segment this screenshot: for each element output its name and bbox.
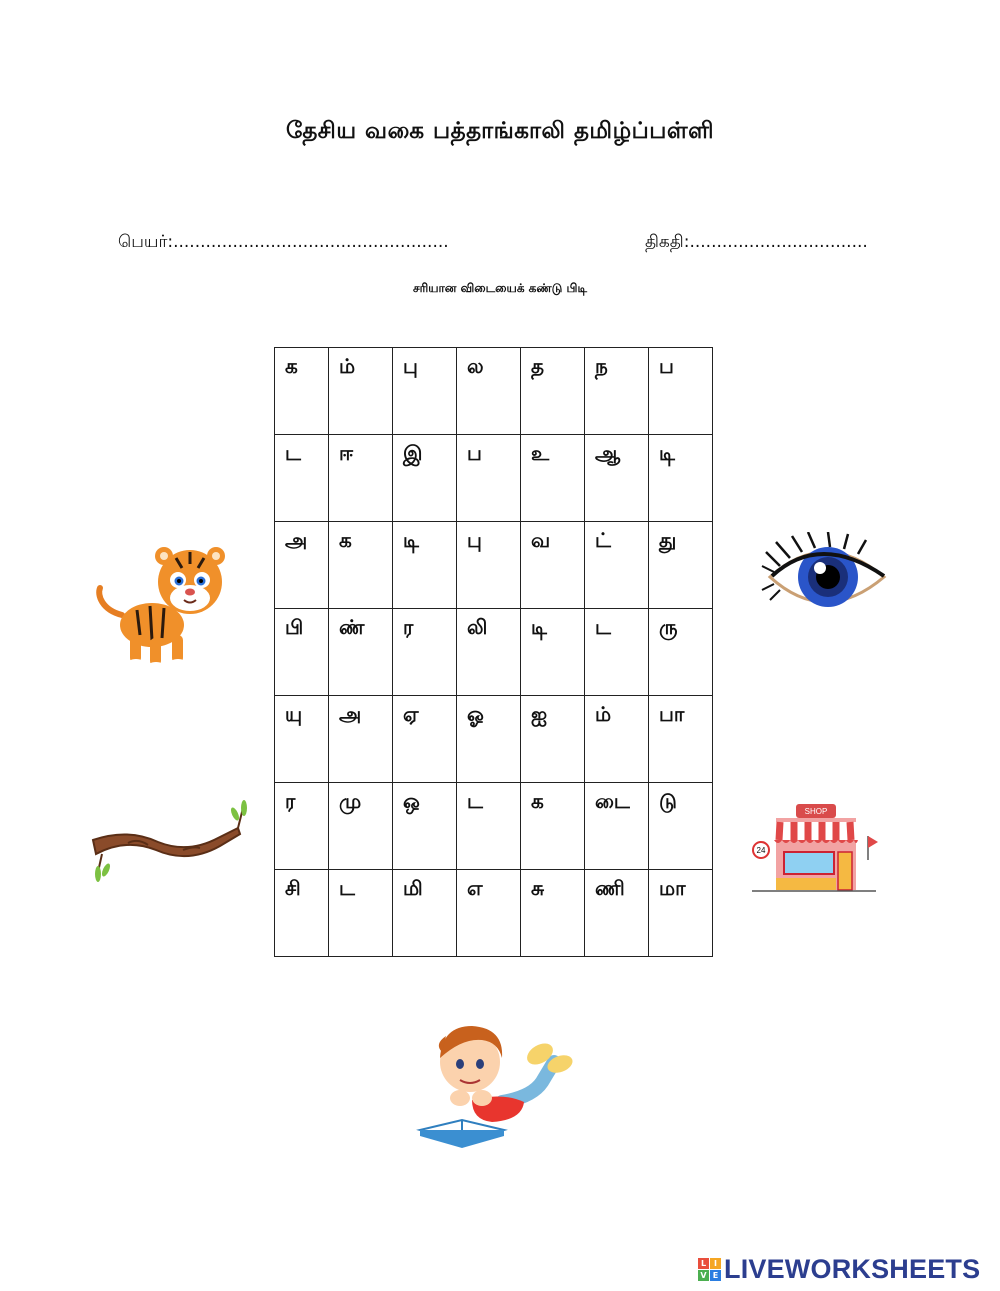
instruction-text: சரியான விடையைக் கண்டு பிடி bbox=[412, 281, 588, 295]
grid-cell[interactable]: ட bbox=[329, 870, 393, 957]
page-title: தேசிய வகை பத்தாங்காலி தமிழ்ப்பள்ளி bbox=[286, 118, 714, 144]
name-field bbox=[118, 232, 449, 254]
grid-row bbox=[275, 522, 713, 609]
grid-cell[interactable]: ணி bbox=[585, 870, 649, 957]
grid-cell[interactable]: ஏ bbox=[393, 696, 457, 783]
grid-cell[interactable]: ஈ bbox=[329, 435, 393, 522]
grid-cell[interactable]: எ bbox=[457, 870, 521, 957]
grid-row bbox=[275, 783, 713, 870]
grid-cell[interactable]: சு bbox=[521, 870, 585, 957]
date-label: திகதி: bbox=[645, 232, 690, 252]
grid-cell[interactable]: யு bbox=[275, 696, 329, 783]
grid-cell[interactable]: பு bbox=[457, 522, 521, 609]
grid-cell[interactable]: து bbox=[649, 522, 713, 609]
liveworksheets-brand[interactable] bbox=[698, 1254, 980, 1285]
grid-cell[interactable]: ஆ bbox=[585, 435, 649, 522]
logo-letter: E bbox=[710, 1270, 721, 1281]
date-field bbox=[645, 232, 868, 254]
grid-cell[interactable]: ர bbox=[393, 609, 457, 696]
grid-cell[interactable]: பா bbox=[649, 696, 713, 783]
grid-cell[interactable]: அ bbox=[329, 696, 393, 783]
grid-cell[interactable]: ட் bbox=[585, 522, 649, 609]
grid-cell[interactable]: டு bbox=[649, 783, 713, 870]
grid-cell[interactable]: ட bbox=[275, 435, 329, 522]
grid-cell[interactable]: ஒ bbox=[393, 783, 457, 870]
grid-row bbox=[275, 696, 713, 783]
grid-cell[interactable]: அ bbox=[275, 522, 329, 609]
grid-cell[interactable]: மி bbox=[393, 870, 457, 957]
logo-letter: V bbox=[698, 1270, 709, 1281]
grid-cell[interactable]: சி bbox=[275, 870, 329, 957]
grid-cell[interactable]: ட bbox=[457, 783, 521, 870]
grid-cell[interactable]: வ bbox=[521, 522, 585, 609]
grid-cell[interactable]: டை bbox=[585, 783, 649, 870]
shop-sign-text: SHOP bbox=[804, 807, 828, 816]
date-line[interactable]: ................................. bbox=[689, 232, 868, 252]
shop-picture bbox=[750, 798, 880, 896]
grid-cell[interactable]: ஐ bbox=[521, 696, 585, 783]
grid-cell[interactable]: ரு bbox=[649, 609, 713, 696]
grid-cell[interactable]: ந bbox=[585, 348, 649, 435]
grid-cell[interactable]: டி bbox=[393, 522, 457, 609]
grid-cell[interactable]: க bbox=[521, 783, 585, 870]
grid-cell[interactable]: ஓ bbox=[457, 696, 521, 783]
word-search-grid bbox=[274, 347, 713, 957]
grid-cell[interactable]: ண் bbox=[329, 609, 393, 696]
name-line[interactable]: ................................................... bbox=[173, 232, 449, 252]
tiger-picture bbox=[92, 540, 232, 675]
grid-cell[interactable]: ட bbox=[585, 609, 649, 696]
grid-cell[interactable]: க bbox=[275, 348, 329, 435]
boy-reading-picture bbox=[412, 1002, 577, 1152]
grid-row bbox=[275, 870, 713, 957]
grid-cell[interactable]: இ bbox=[393, 435, 457, 522]
grid-row bbox=[275, 435, 713, 522]
grid-cell[interactable]: டி bbox=[649, 435, 713, 522]
grid-cell[interactable]: டி bbox=[521, 609, 585, 696]
grid-cell[interactable]: பி bbox=[275, 609, 329, 696]
liveworksheets-logo-icon bbox=[698, 1258, 721, 1281]
eye-picture bbox=[760, 532, 890, 617]
grid-cell[interactable]: ர bbox=[275, 783, 329, 870]
branch-picture bbox=[88, 798, 253, 883]
shop-number-text: 24 bbox=[756, 846, 766, 855]
grid-row bbox=[275, 348, 713, 435]
grid-cell[interactable]: மா bbox=[649, 870, 713, 957]
brand-name: LIVEWORKSHEETS bbox=[724, 1254, 981, 1284]
grid-cell[interactable]: த bbox=[521, 348, 585, 435]
grid-cell[interactable]: ம் bbox=[585, 696, 649, 783]
grid-cell[interactable]: லி bbox=[457, 609, 521, 696]
grid-cell[interactable]: பு bbox=[393, 348, 457, 435]
grid-cell[interactable]: உ bbox=[521, 435, 585, 522]
logo-letter: I bbox=[710, 1258, 721, 1269]
grid-cell[interactable]: ல bbox=[457, 348, 521, 435]
grid-cell[interactable]: மு bbox=[329, 783, 393, 870]
grid-cell[interactable]: க bbox=[329, 522, 393, 609]
grid-row bbox=[275, 609, 713, 696]
name-label: பெயர்: bbox=[118, 232, 174, 252]
grid-cell[interactable]: ப bbox=[649, 348, 713, 435]
logo-letter: L bbox=[698, 1258, 709, 1269]
grid-cell[interactable]: ம் bbox=[329, 348, 393, 435]
grid-cell[interactable]: ப bbox=[457, 435, 521, 522]
